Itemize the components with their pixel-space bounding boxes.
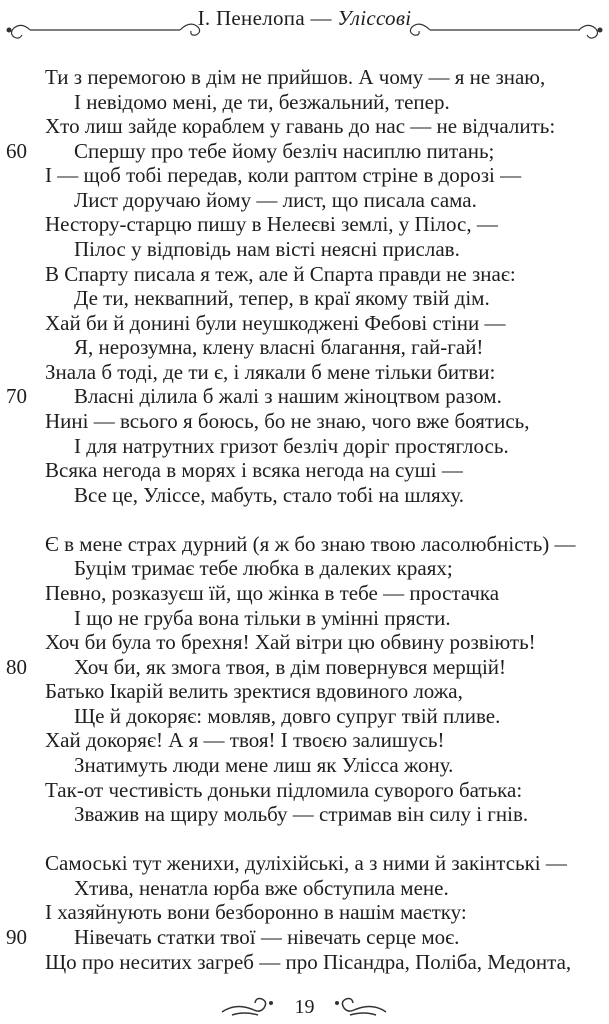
line-number: 80	[6, 654, 27, 679]
verse-text: Всяка негода в морях і всяка негода на суші —	[45, 458, 463, 483]
verse-text: Нині — всього я боюсь, бо не знаю, чого вже боятись,	[45, 409, 530, 433]
verse-text: І — щоб тобі передав, коли раптом стріне в дорозі —	[45, 163, 522, 188]
verse-text: Що про неситих загреб — про Пісандра, Поліба, Медонта,	[45, 949, 572, 974]
verse-text: Нестору-старцю пишу в Нелеєві землі, у Пілос, —	[45, 212, 498, 237]
verse-text: Спершу про тебе йому безліч насиплю питань;	[74, 138, 495, 163]
verse-text: І хазяйнують вони безборонно в нашім маєтку:	[45, 900, 467, 925]
verse-text: І що не груба вона тільки в умінні прясти.	[74, 605, 451, 630]
line-number: 70	[6, 384, 27, 409]
verse-text: Де ти, неквапний, тепер, в краї якому твій дім.	[74, 286, 490, 311]
verse-text: Є в мене страх дурний (я ж бо знаю твою ласолюбність) —	[45, 531, 576, 556]
line-number: 60	[6, 138, 27, 163]
verse-text: Самоські тут женихи, дуліхійські, а з ними й закінтські —	[45, 851, 567, 876]
running-header	[0, 0, 609, 46]
verse-text: Все це, Уліссе, мабуть, стало тобі на шляху.	[74, 482, 464, 507]
verse-text: Нівечать статки твої — нівечать серце моє.	[74, 925, 460, 949]
verse-text: Хай би й донині були неушкоджені Фебові стіни —	[45, 310, 506, 335]
verse-text: Так-от честивість доньки підломила суворого батька:	[45, 777, 523, 802]
verse-text: Знатимуть люди мене лиш як Улісса жону.	[74, 753, 454, 777]
verse-text: Хто лиш зайде кораблем у гавань до нас — не відчалить:	[45, 114, 556, 139]
verse-text: Хоч би була то брехня! Хай вітри цю обвину розвіють!	[45, 630, 536, 655]
verse-text: Лист доручаю йому — лист, що писала сама.	[74, 187, 477, 212]
verse-text: І для натрутних гризот безліч доріг простяглось.	[74, 433, 509, 458]
verse-text: Ти з перемогою в дім не прийшов. А чому — я не знаю,	[45, 65, 546, 89]
header-title: I. Пенелопа — Уліссові	[197, 6, 412, 30]
verse-text: Зважив на щиру мольбу — стримав він силу і гнів.	[74, 802, 529, 827]
verse-text: Хтива, ненатла юрба вже обступила мене.	[74, 875, 449, 900]
verse-text: Власні ділила б жалі з нашим жіноцтвом разом.	[74, 384, 502, 409]
verse-text: Хай докоряє! А я — твоя! І твоєю залишусь!	[45, 728, 445, 753]
verse-text: Знала б тоді, де ти є, і лякали б мене тільки битви:	[45, 359, 496, 384]
line-number: 90	[6, 925, 27, 949]
verse-text: В Спарту писала я теж, але й Спарта правди не знає:	[45, 261, 516, 286]
verse-text: Хоч би, як змога твоя, в дім повернувся мерщій!	[74, 654, 507, 679]
verse-text: Батько Ікарій велить зректися вдовиного ложа,	[45, 679, 463, 704]
verse-text: Буцім тримає тебе любка в далеких краях;	[74, 556, 453, 581]
page-footer	[0, 990, 609, 1024]
verse-text: Певно, розказуєш їй, що жінка в тебе — простачка	[45, 581, 500, 605]
verse-text: І невідомо мені, де ти, безжальний, тепер.	[74, 89, 450, 114]
verse-text: Я, нерозумна, клену власні благання, гай-гай!	[74, 335, 484, 360]
verse-text: Пілос у відповідь нам вісті неясні прислав.	[74, 237, 460, 261]
verse-text: Ще й докоряє: мовляв, довго супруг твій пливе.	[74, 703, 501, 728]
page-number: 19	[294, 996, 315, 1018]
